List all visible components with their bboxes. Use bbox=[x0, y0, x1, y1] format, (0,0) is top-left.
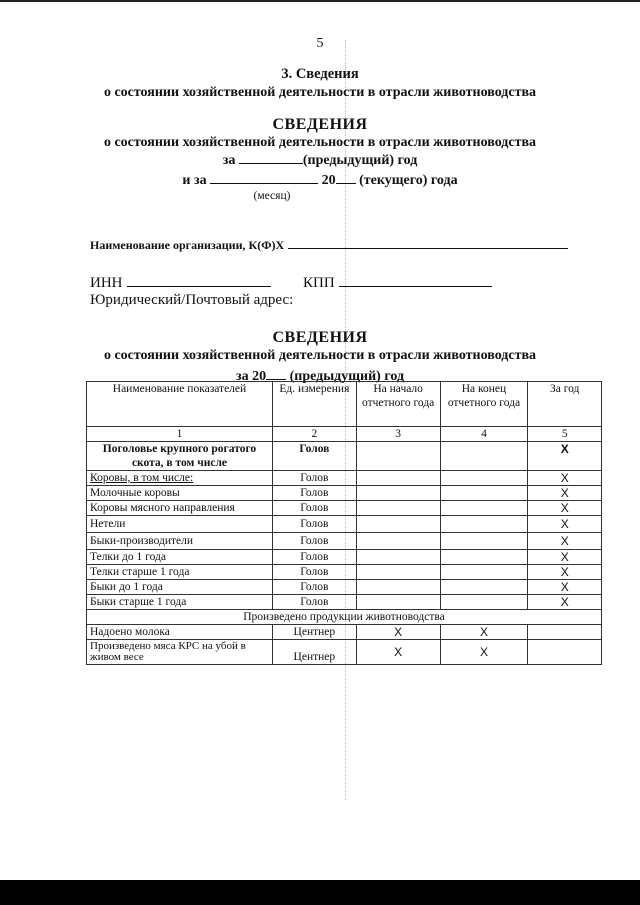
period-previous-line bbox=[0, 151, 640, 169]
production-section-label: Произведено продукции животноводства bbox=[87, 610, 602, 625]
period-cur-suffix: (текущего) года bbox=[359, 173, 458, 188]
header-end: На конец отчетного года bbox=[440, 382, 528, 427]
inn-label: ИНН bbox=[90, 275, 123, 291]
org-field bbox=[90, 236, 568, 253]
header-name: Наименование показателей bbox=[87, 382, 273, 427]
kpp-input-line[interactable] bbox=[339, 274, 492, 287]
table-row bbox=[87, 625, 602, 640]
row-end-cell[interactable] bbox=[440, 486, 528, 501]
row-unit: Центнер bbox=[272, 625, 356, 640]
row-start-cell[interactable]: X bbox=[356, 625, 440, 640]
org-label: Наименование организации, К(Ф)Х bbox=[90, 238, 285, 252]
row-end-cell[interactable] bbox=[440, 580, 528, 595]
row-name: Молочные коровы bbox=[87, 486, 273, 501]
table-row bbox=[87, 640, 602, 665]
table-row bbox=[87, 550, 602, 565]
form-subtitle: о состоянии хозяйственной деятельности в отрасли животноводства bbox=[103, 135, 537, 150]
scan-bottom-border bbox=[0, 880, 640, 905]
row-unit: Голов bbox=[272, 471, 356, 486]
row-end-cell[interactable] bbox=[440, 565, 528, 580]
section-subtitle: о состоянии хозяйственной деятельности в отрасли животноводства bbox=[103, 85, 537, 100]
row-start-cell[interactable] bbox=[356, 501, 440, 516]
col-number: 5 bbox=[528, 427, 602, 442]
row-unit: Голов bbox=[272, 516, 356, 533]
period-prev-blank[interactable] bbox=[239, 151, 303, 164]
row-start-cell[interactable]: X bbox=[356, 640, 440, 665]
row-name: Нетели bbox=[87, 516, 273, 533]
table-row bbox=[87, 595, 602, 610]
row-unit: Голов bbox=[272, 565, 356, 580]
row-end-cell[interactable]: X bbox=[440, 625, 528, 640]
row-end-cell[interactable] bbox=[440, 550, 528, 565]
row-start-cell[interactable] bbox=[356, 580, 440, 595]
row-name: Коровы мясного направления bbox=[87, 501, 273, 516]
livestock-table bbox=[86, 381, 602, 665]
period-prev-suffix: (предыдущий) год bbox=[302, 153, 418, 168]
row-year-cell[interactable]: X bbox=[528, 486, 602, 501]
row-name: Поголовье крупного рогатого скота, в том числе bbox=[87, 442, 273, 471]
period-cur-prefix: и за bbox=[182, 173, 207, 188]
table-row bbox=[87, 471, 602, 486]
row-unit: Голов bbox=[272, 550, 356, 565]
month-caption: (месяц) bbox=[253, 190, 291, 202]
column-number-row bbox=[87, 427, 602, 442]
row-unit: Голов bbox=[272, 533, 356, 550]
row-name: Телки до 1 года bbox=[87, 550, 273, 565]
form-title: СВЕДЕНИЯ bbox=[272, 116, 368, 133]
row-name: Надоено молока bbox=[87, 625, 273, 640]
table-row bbox=[87, 442, 602, 471]
kpp-field bbox=[303, 274, 492, 292]
table-section-title: СВЕДЕНИЯ bbox=[272, 329, 368, 346]
org-input-line[interactable] bbox=[288, 236, 568, 249]
address-label: Юридический/Почтовый адрес: bbox=[90, 292, 294, 308]
row-year-cell[interactable]: X bbox=[528, 533, 602, 550]
row-year-cell[interactable] bbox=[528, 640, 602, 665]
row-end-cell[interactable] bbox=[440, 471, 528, 486]
row-year-cell[interactable]: X bbox=[528, 595, 602, 610]
table-row bbox=[87, 486, 602, 501]
row-end-cell[interactable]: X bbox=[440, 640, 528, 665]
table-row bbox=[87, 501, 602, 516]
period-cur-year-blank[interactable] bbox=[336, 171, 356, 184]
row-start-cell[interactable] bbox=[356, 595, 440, 610]
row-start-cell[interactable] bbox=[356, 442, 440, 471]
row-year-cell[interactable] bbox=[528, 625, 602, 640]
table-period-suffix: (предыдущий) год bbox=[289, 369, 405, 384]
table-row bbox=[87, 516, 602, 533]
col-number: 3 bbox=[356, 427, 440, 442]
period-current-line bbox=[0, 171, 640, 189]
kpp-label: КПП bbox=[303, 275, 335, 291]
row-year-cell[interactable]: X bbox=[528, 580, 602, 595]
row-start-cell[interactable] bbox=[356, 516, 440, 533]
col-number: 1 bbox=[87, 427, 273, 442]
table-row bbox=[87, 565, 602, 580]
row-end-cell[interactable] bbox=[440, 516, 528, 533]
row-unit: Голов bbox=[272, 501, 356, 516]
page-number: 5 bbox=[316, 36, 324, 51]
header-start: На начало отчетного года bbox=[356, 382, 440, 427]
table-row bbox=[87, 533, 602, 550]
table-section-subtitle: о состоянии хозяйственной деятельности в отрасли животноводства bbox=[103, 348, 537, 363]
scan-top-edge bbox=[0, 0, 640, 2]
table-period-prefix: за 20 bbox=[235, 369, 267, 384]
row-unit: Центнер bbox=[272, 640, 356, 665]
table-header-row bbox=[87, 382, 602, 427]
header-year: За год bbox=[528, 382, 602, 427]
row-start-cell[interactable] bbox=[356, 550, 440, 565]
row-year-cell[interactable]: X bbox=[528, 565, 602, 580]
row-year-cell[interactable]: X bbox=[528, 442, 602, 471]
row-name: Произведено мяса КРС на убой в живом весе bbox=[87, 640, 273, 665]
row-unit: Голов bbox=[272, 442, 356, 471]
row-name: Телки старше 1 года bbox=[87, 565, 273, 580]
row-name: Быки-производители bbox=[87, 533, 273, 550]
section-title: 3. Сведения bbox=[281, 66, 359, 82]
row-unit: Голов bbox=[272, 486, 356, 501]
row-end-cell[interactable] bbox=[440, 442, 528, 471]
row-end-cell[interactable] bbox=[440, 501, 528, 516]
row-start-cell[interactable] bbox=[356, 486, 440, 501]
period-cur-month-blank[interactable] bbox=[210, 171, 318, 184]
production-section-row bbox=[87, 610, 602, 625]
row-year-cell[interactable]: X bbox=[528, 516, 602, 533]
row-start-cell[interactable] bbox=[356, 471, 440, 486]
period-prev-prefix: за bbox=[222, 153, 236, 168]
row-end-cell[interactable] bbox=[440, 533, 528, 550]
row-unit: Голов bbox=[272, 580, 356, 595]
row-name: Коровы, в том числе: bbox=[87, 471, 273, 486]
row-year-cell[interactable]: X bbox=[528, 471, 602, 486]
row-unit: Голов bbox=[272, 595, 356, 610]
inn-field bbox=[90, 274, 271, 292]
row-year-cell[interactable]: X bbox=[528, 550, 602, 565]
row-end-cell[interactable] bbox=[440, 595, 528, 610]
row-year-cell[interactable]: X bbox=[528, 501, 602, 516]
col-number: 4 bbox=[440, 427, 528, 442]
col-number: 2 bbox=[272, 427, 356, 442]
period-cur-year: 20 bbox=[321, 173, 336, 188]
table-period-year-blank[interactable] bbox=[266, 367, 286, 380]
row-name: Быки старше 1 года bbox=[87, 595, 273, 610]
row-start-cell[interactable] bbox=[356, 565, 440, 580]
row-name: Быки до 1 года bbox=[87, 580, 273, 595]
header-unit: Ед. измерения bbox=[272, 382, 356, 427]
inn-input-line[interactable] bbox=[127, 274, 271, 287]
table-row bbox=[87, 580, 602, 595]
row-start-cell[interactable] bbox=[356, 533, 440, 550]
